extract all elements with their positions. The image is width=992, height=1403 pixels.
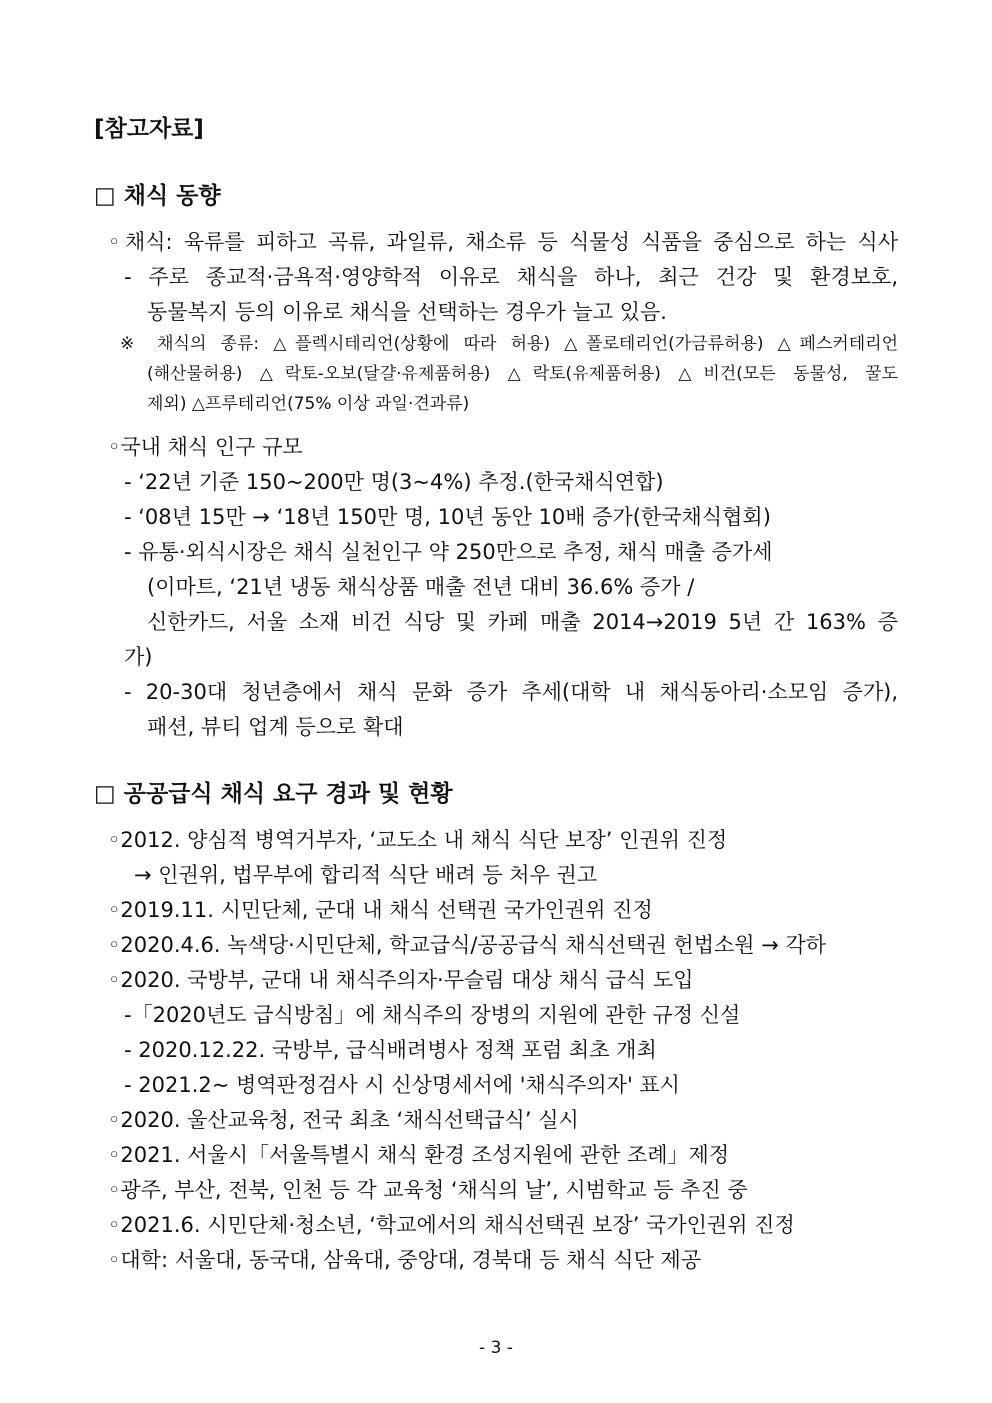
reference-title: [참고자료] xyxy=(94,116,204,142)
population-item-4b: 패션, 뷰티 업계 등으로 확대 xyxy=(147,715,404,739)
population-title: ◦국내 채식 인구 규모 xyxy=(108,435,303,459)
population-item-3d: 가) xyxy=(124,645,153,669)
population-item-3c: 신한카드, 서울 소재 비건 식당 및 카페 매출 2014→2019 5년 간 163% 증 xyxy=(147,610,898,634)
population-item-1: - ‘22년 기준 150~200만 명(3~4%) 추정.(한국채식연합) xyxy=(124,470,664,494)
population-item-3a: - 유통·외식시장은 채식 실천인구 약 250만으로 추정, 채식 매출 증가세 xyxy=(124,540,773,564)
timeline-item-2019-11: ◦2019.11. 시민단체, 군대 내 채식 선택권 국가인권위 진정 xyxy=(108,898,653,922)
population-item-2: - ‘08년 15만 → ‘18년 150만 명, 10년 동안 10배 증가(한국채식협회) xyxy=(124,505,771,529)
timeline-subitem-exam: - 2021.2~ 병역판정검사 시 신상명세서에 '채식주의자' 표시 xyxy=(124,1073,680,1097)
page-number: - 3 - xyxy=(479,1338,513,1358)
timeline-item-2012: ◦2012. 양심적 병역거부자, ‘교도소 내 채식 식단 보장’ 인권위 진정 xyxy=(108,828,728,852)
types-note-2: (해산물허용) △락토-오보(달걀·유제품허용) △락토(유제품허용) △비건(모든 동물성, 꿀도 xyxy=(147,364,898,384)
timeline-item-2021-seoul: ◦2021. 서울시「서울특별시 채식 환경 조성지원에 관한 조례」제정 xyxy=(108,1143,730,1167)
timeline-subitem-guideline: -「2020년도 급식방침」에 채식주의 장병의 지원에 관한 규정 신설 xyxy=(124,1003,741,1027)
timeline-subitem-forum: - 2020.12.22. 국방부, 급식배려병사 정책 포럼 최초 개최 xyxy=(124,1038,657,1062)
timeline-item-regional: ◦광주, 부산, 전북, 인천 등 각 교육청 ‘채식의 날’, 시범학교 등 추진 중 xyxy=(108,1178,748,1202)
population-item-4a: - 20-30대 청년층에서 채식 문화 증가 추세(대학 내 채식동아리·소모임 증가), xyxy=(124,680,898,704)
types-note-1: ※ 채식의 종류: △플렉시테리언(상황에 따라 허용) △폴로테리언(가금류허용) △페스커테리언 xyxy=(120,334,898,354)
timeline-item-2020-mnd: ◦2020. 국방부, 군대 내 채식주의자·무슬림 대상 채식 급식 도입 xyxy=(108,968,694,992)
timeline-item-2020-4-6: ◦2020.4.6. 녹색당·시민단체, 학교급식/공공급식 채식선택권 헌법소원 → 각하 xyxy=(108,933,827,957)
timeline-item-2012-result: → 인권위, 법무부에 합리적 식단 배려 등 처우 권고 xyxy=(134,863,598,887)
types-note-3: 제외) △프루테리언(75% 이상 과일·견과류) xyxy=(147,394,470,414)
section-heading-public-meals: □ 공공급식 채식 요구 경과 및 현황 xyxy=(94,781,453,807)
timeline-item-2021-6: ◦2021.6. 시민단체·청소년, ‘학교에서의 채식선택권 보장’ 국가인권위 진정 xyxy=(108,1213,795,1237)
definition-line: ◦채식: 육류를 피하고 곡류, 과일류, 채소류 등 식물성 식품을 중심으로 하는 식사 xyxy=(108,230,898,254)
reason-line-2: 동물복지 등의 이유로 채식을 선택하는 경우가 늘고 있음. xyxy=(147,300,667,324)
population-item-3b: (이마트, ‘21년 냉동 채식상품 매출 전년 대비 36.6% 증가 / xyxy=(147,575,695,599)
timeline-item-2020-ulsan: ◦2020. 울산교육청, 전국 최초 ‘채식선택급식’ 실시 xyxy=(108,1108,579,1132)
timeline-item-universities: ◦대학: 서울대, 동국대, 삼육대, 중앙대, 경북대 등 채식 식단 제공 xyxy=(108,1248,702,1272)
section-heading-vegetarian-trend: □ 채식 동향 xyxy=(94,183,221,209)
reason-line-1: - 주로 종교적·금욕적·영양학적 이유로 채식을 하나, 최근 건강 및 환경보호, xyxy=(124,265,898,289)
